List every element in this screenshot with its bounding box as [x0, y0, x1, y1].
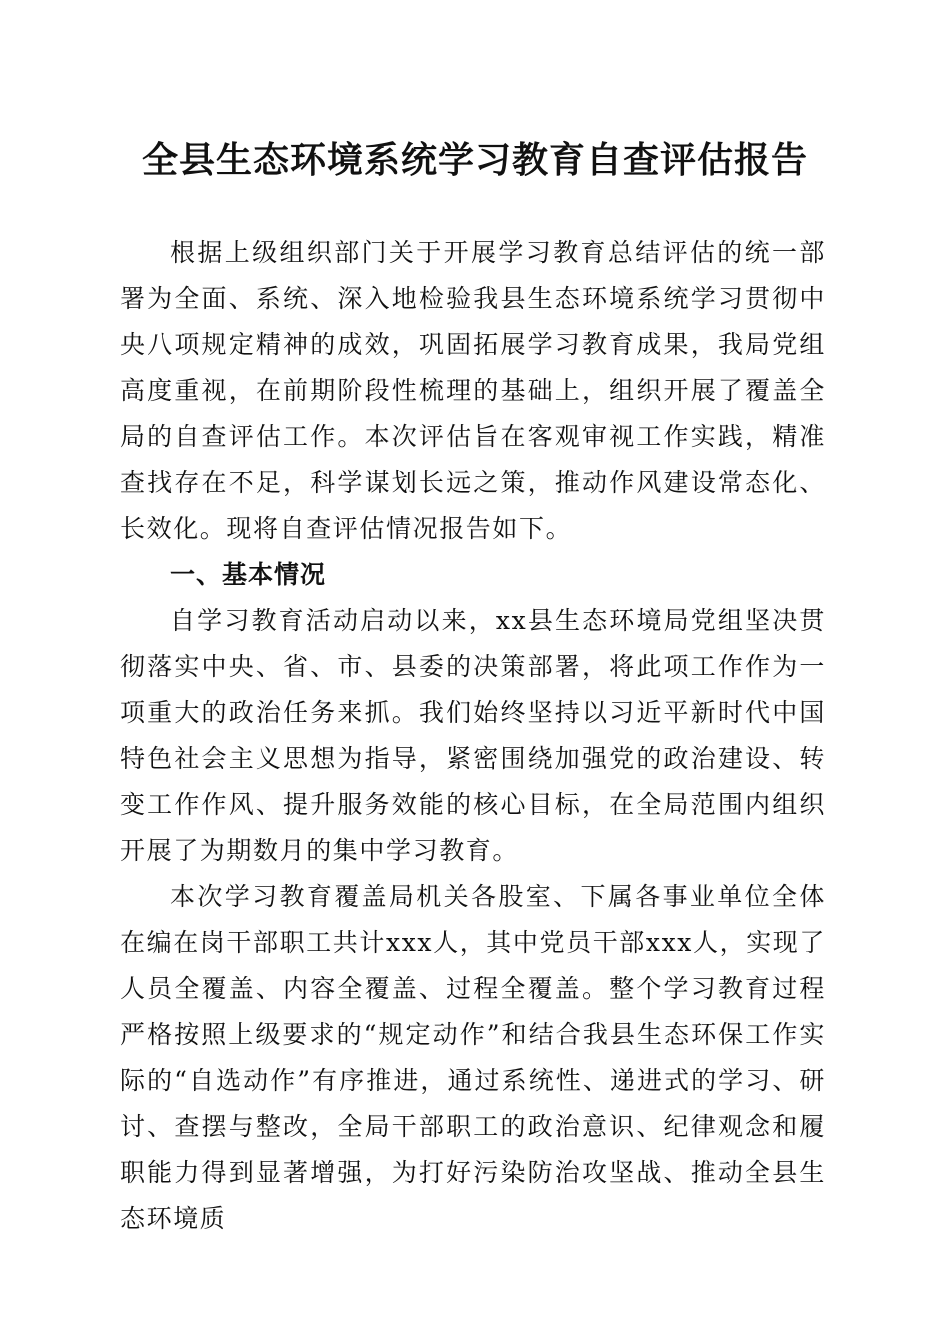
document-body	[120, 230, 826, 1242]
section-paragraph: 自学习教育活动启动以来，xx县生态环境局党组坚决贯彻落实中央、省、市、县委的决策部署，将此项工作作为一项重大的政治任务来抓。我们始终坚持以习近平新时代中国特色社会主义思想为指导，紧密围绕加强党的政治建设、转变工作作风、提升服务效能的核心目标，在全局范围内组织开展了为期数月的集中学习教育。	[120, 606, 826, 865]
document-title: 全县生态环境系统学习教育自查评估报告	[141, 139, 808, 181]
intro-paragraph: 根据上级组织部门关于开展学习教育总结评估的统一部署为全面、系统、深入地检验我县生态环境系统学习贯彻中央八项规定精神的成效，巩固拓展学习教育成果，我局党组高度重视，在前期阶段性梳理的基础上，组织开展了覆盖全局的自查评估工作。本次评估旨在客观审视工作实践，精准查找存在不足，科学谋划长远之策，推动作风建设常态化、长效化。现将自查评估情况报告如下。	[120, 238, 826, 543]
section-heading: 一、基本情况	[170, 560, 327, 589]
section-paragraph: 本次学习教育覆盖局机关各股室、下属各事业单位全体在编在岗干部职工共计xxx人，其中党员干部xxx人，实现了人员全覆盖、内容全覆盖、过程全覆盖。整个学习教育过程严格按照上级要求的“规定动作”和结合我县生态环保工作实际的“自选动作”有序推进，通过系统性、递进式的学习、研讨、查摆与整改，全局干部职工的政治意识、纪律观念和履职能力得到显著增强，为打好污染防治攻坚战、推动全县生态环境质	[120, 882, 826, 1233]
